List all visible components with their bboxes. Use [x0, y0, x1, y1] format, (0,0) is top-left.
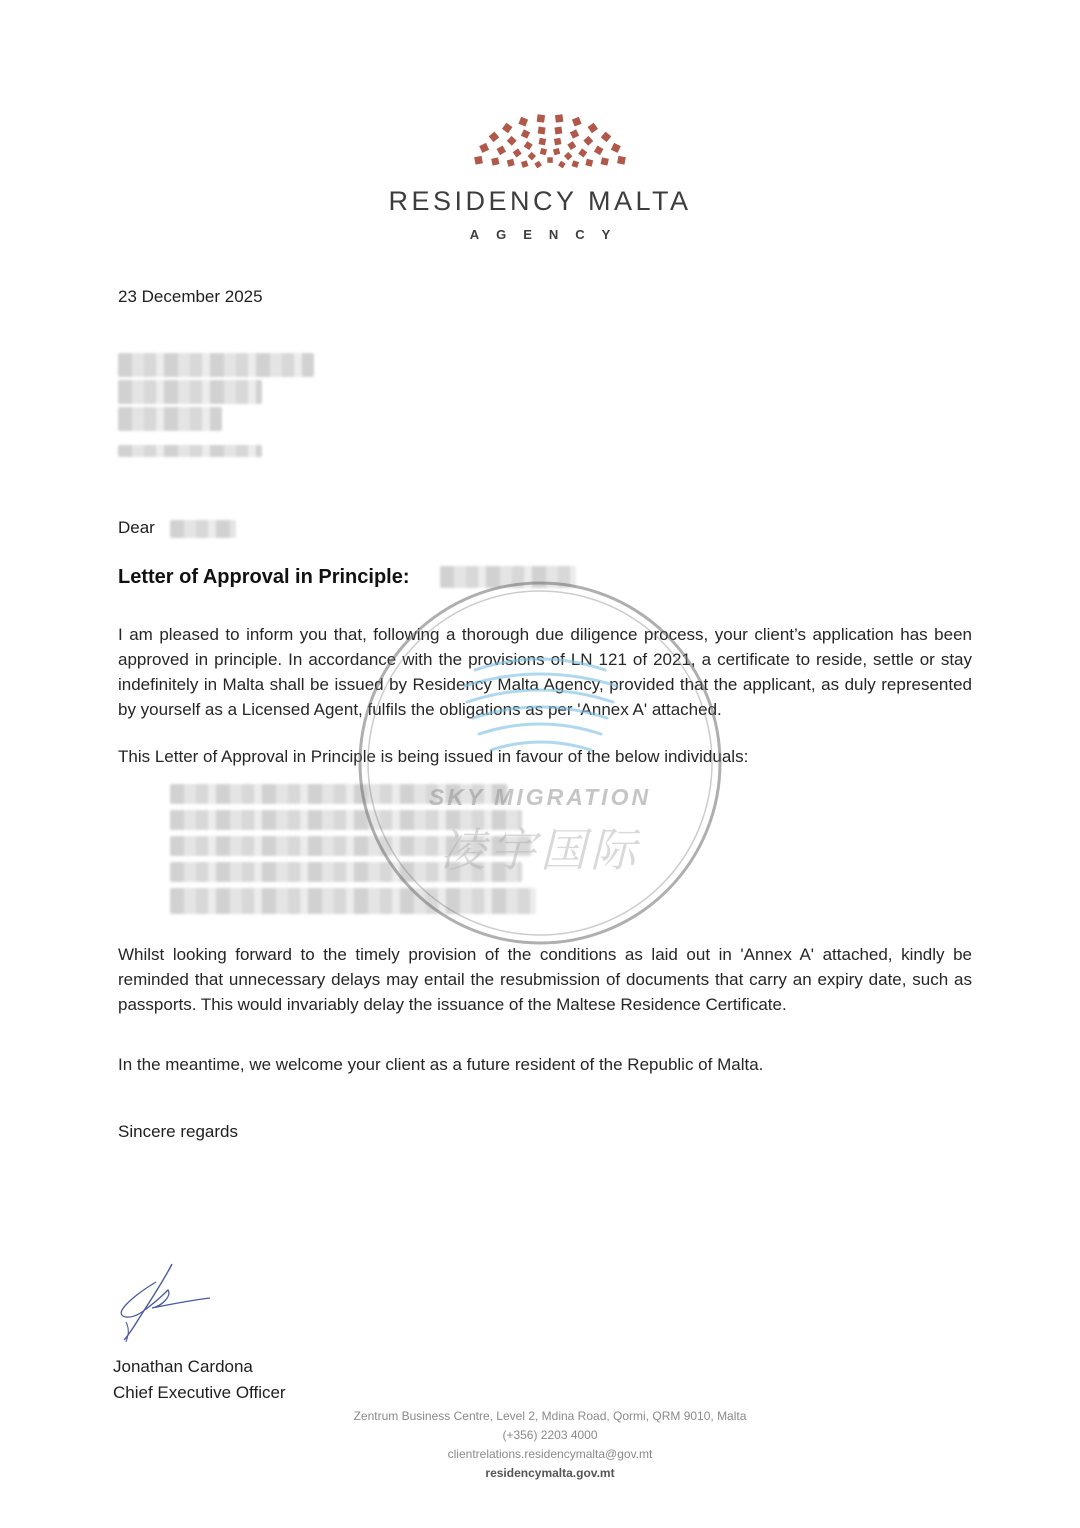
- redacted-address-line: [118, 353, 314, 377]
- redacted-subject-name: [440, 566, 576, 588]
- footer-address: Zentrum Business Centre, Level 2, Mdina Road, Qormi, QRM 9010, Malta: [353, 1409, 747, 1423]
- watermark-english-text: SKY MIGRATION: [428, 784, 652, 810]
- body-paragraph: This Letter of Approval in Principle is being issued in favour of the below individuals:: [118, 747, 749, 766]
- redacted-address-line: [118, 445, 262, 457]
- closing: Sincere regards: [118, 1122, 239, 1141]
- redacted-recipient-name: [170, 520, 236, 538]
- residency-malta-logo-icon: [470, 112, 630, 174]
- signatory-name: Jonathan Cardona: [113, 1357, 253, 1376]
- body-paragraph: I am pleased to inform you that, following a thorough due diligence process, your client’s application has been approved in principle. In accordance with the provisions of LN 121 of 2021, a certificate to reside, settle or stay indefinitely in Malta shall be issued by Residency Malta Agency, provided that the applicant, as duly represented by yourself as a Licensed Agent, fulfils the obligations as per 'Annex A' attached.: [118, 625, 972, 719]
- letter-date: 23 December 2025: [118, 287, 263, 306]
- redacted-address-line: [118, 407, 222, 431]
- logo-subtitle: AGENCY: [469, 227, 628, 242]
- logo-title: RESIDENCY MALTA: [388, 186, 692, 216]
- footer-phone: (+356) 2203 4000: [502, 1428, 598, 1442]
- redacted-address-line: [118, 380, 262, 404]
- body-paragraph: Whilst looking forward to the timely provision of the conditions as laid out in 'Annex A' attached, kindly be reminded that unnecessary delays may entail the resubmission of documents that carry an expiry date, such as passports. This would invariably delay the issuance of the Maltese Residence Certificate.: [118, 945, 972, 1014]
- letter-subject: Letter of Approval in Principle:: [118, 566, 410, 588]
- footer-website: residencymalta.gov.mt: [485, 1466, 615, 1480]
- body-paragraph: In the meantime, we welcome your client as a future resident of the Republic of Malta.: [118, 1055, 764, 1074]
- salutation: Dear: [118, 518, 155, 537]
- redacted-individual: [170, 888, 536, 914]
- signatory-title: Chief Executive Officer: [113, 1383, 286, 1402]
- footer-email: clientrelations.residencymalta@gov.mt: [447, 1447, 653, 1461]
- handwritten-signature: [112, 1260, 222, 1350]
- watermark-chinese-text: 凌宇国际: [440, 824, 640, 876]
